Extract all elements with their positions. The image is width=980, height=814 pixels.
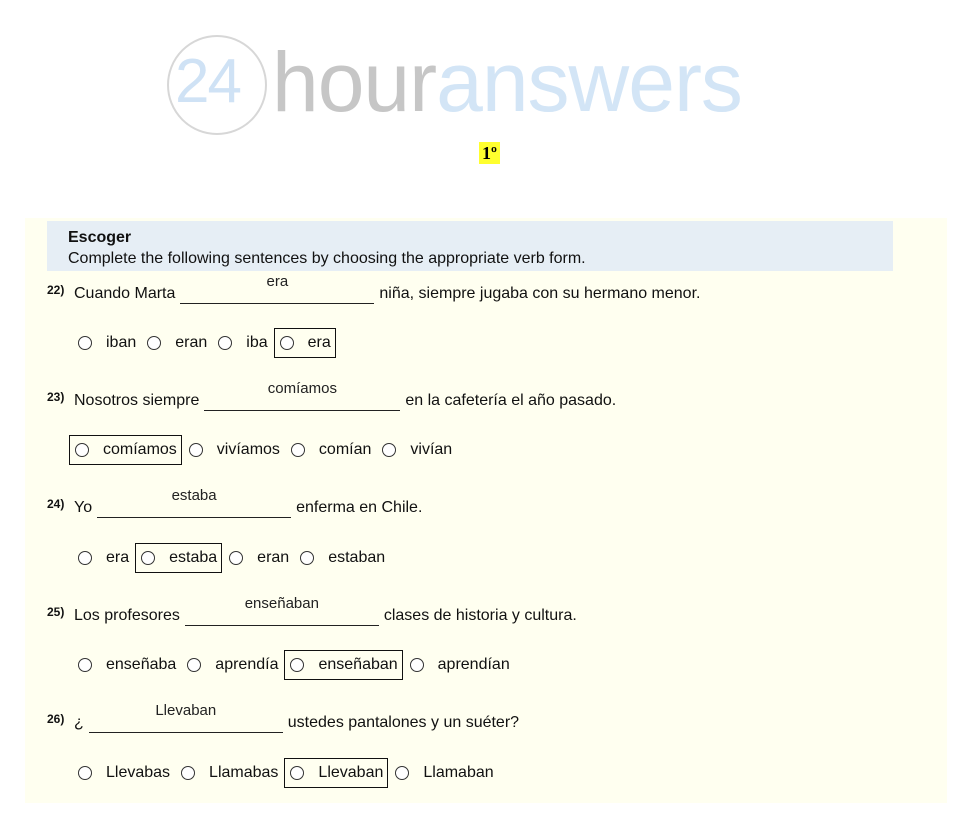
options-question-22: [73, 328, 338, 358]
option-label: Llevaban: [318, 764, 384, 781]
blank-answer: estaba: [171, 487, 217, 504]
sentence-before: Yo: [74, 499, 93, 516]
logo-number: 24: [175, 47, 240, 116]
option-label: estaban: [328, 549, 386, 566]
sentence-before: Cuando Marta: [74, 285, 176, 302]
option-choice[interactable]: [213, 328, 271, 358]
highlight-badge: 1º: [479, 142, 500, 164]
option-label: aprendían: [437, 656, 510, 673]
options-question-25: [73, 650, 516, 680]
logo-wordmark: [272, 32, 742, 132]
question-number: 24): [47, 497, 65, 511]
answer-blank: [180, 273, 374, 304]
option-label: iba: [246, 334, 268, 351]
option-choice[interactable]: [286, 435, 375, 465]
option-label: comíamos: [103, 441, 177, 458]
question-sentence: [74, 487, 423, 518]
option-label: eran: [175, 334, 208, 351]
option-choice[interactable]: [295, 543, 389, 573]
sentence-before: ¿: [74, 714, 84, 731]
option-choice[interactable]: [73, 650, 180, 680]
exercise-panel: [25, 218, 947, 803]
instructions-box: [47, 221, 893, 271]
option-selected[interactable]: [284, 650, 402, 680]
question-number: 25): [47, 605, 65, 619]
question-number: 22): [47, 283, 65, 297]
site-logo: [165, 34, 785, 134]
option-choice[interactable]: [224, 543, 293, 573]
instructions-text: Complete the following sentences by choosing the appropriate verb form.: [68, 250, 586, 267]
radio-button[interactable]: [141, 551, 155, 565]
radio-button[interactable]: [147, 336, 161, 350]
option-label: eran: [257, 549, 290, 566]
logo-word-hour: hour: [272, 35, 437, 129]
option-label: era: [307, 334, 331, 351]
blank-answer: comíamos: [267, 380, 337, 397]
option-selected[interactable]: [69, 435, 182, 465]
radio-button[interactable]: [229, 551, 243, 565]
option-choice[interactable]: [176, 758, 282, 788]
radio-button[interactable]: [290, 766, 304, 780]
answer-blank: [185, 595, 379, 626]
option-label: enseñaba: [106, 656, 177, 673]
option-choice[interactable]: [73, 328, 140, 358]
radio-button[interactable]: [189, 443, 203, 457]
question-number: 26): [47, 712, 65, 726]
option-label: iban: [106, 334, 137, 351]
answer-blank: [89, 702, 283, 733]
option-choice[interactable]: [182, 650, 282, 680]
sentence-after: clases de historia y cultura.: [383, 607, 577, 624]
sentence-after: enferma en Chile.: [296, 499, 423, 516]
logo-word-answers: answers: [436, 35, 742, 129]
radio-button[interactable]: [395, 766, 409, 780]
option-choice[interactable]: [73, 758, 174, 788]
radio-button[interactable]: [78, 336, 92, 350]
option-label: Llamabas: [209, 764, 279, 781]
options-question-26: [73, 758, 500, 788]
answer-blank: [204, 380, 400, 411]
sentence-before: Los profesores: [74, 607, 180, 624]
option-label: enseñaban: [318, 656, 398, 673]
option-label: estaba: [169, 549, 218, 566]
option-choice[interactable]: [390, 758, 497, 788]
option-selected[interactable]: [284, 758, 388, 788]
options-question-23: [69, 435, 458, 465]
blank-answer: era: [266, 273, 289, 290]
question-sentence: [74, 380, 617, 411]
option-label: Llevabas: [106, 764, 171, 781]
radio-button[interactable]: [218, 336, 232, 350]
answer-blank: [97, 487, 291, 518]
question-sentence: [74, 702, 520, 733]
option-choice[interactable]: [142, 328, 211, 358]
option-label: comían: [318, 441, 372, 458]
radio-button[interactable]: [280, 336, 294, 350]
question-sentence: [74, 595, 577, 626]
sentence-before: Nosotros siempre: [74, 392, 200, 409]
option-choice[interactable]: [73, 543, 133, 573]
blank-answer: Llevaban: [155, 702, 217, 719]
option-choice[interactable]: [184, 435, 284, 465]
radio-button[interactable]: [300, 551, 314, 565]
radio-button[interactable]: [187, 658, 201, 672]
question-sentence: [74, 273, 701, 304]
radio-button[interactable]: [78, 658, 92, 672]
option-label: Llamaban: [423, 764, 494, 781]
radio-button[interactable]: [291, 443, 305, 457]
radio-button[interactable]: [78, 551, 92, 565]
radio-button[interactable]: [290, 658, 304, 672]
option-label: aprendía: [215, 656, 279, 673]
option-label: vivíamos: [216, 441, 280, 458]
option-selected[interactable]: [135, 543, 222, 573]
instructions-title: Escoger: [68, 229, 132, 246]
option-choice[interactable]: [377, 435, 456, 465]
options-question-24: [73, 543, 391, 573]
radio-button[interactable]: [78, 766, 92, 780]
radio-button[interactable]: [382, 443, 396, 457]
radio-button[interactable]: [410, 658, 424, 672]
option-selected[interactable]: [274, 328, 336, 358]
blank-answer: enseñaban: [244, 595, 319, 612]
radio-button[interactable]: [75, 443, 89, 457]
option-choice[interactable]: [405, 650, 514, 680]
radio-button[interactable]: [181, 766, 195, 780]
sentence-after: niña, siempre jugaba con su hermano menor.: [379, 285, 701, 302]
sentence-after: en la cafetería el año pasado.: [405, 392, 617, 409]
option-label: vivían: [410, 441, 453, 458]
sentence-after: ustedes pantalones y un suéter?: [287, 714, 520, 731]
question-number: 23): [47, 390, 65, 404]
option-label: era: [106, 549, 130, 566]
